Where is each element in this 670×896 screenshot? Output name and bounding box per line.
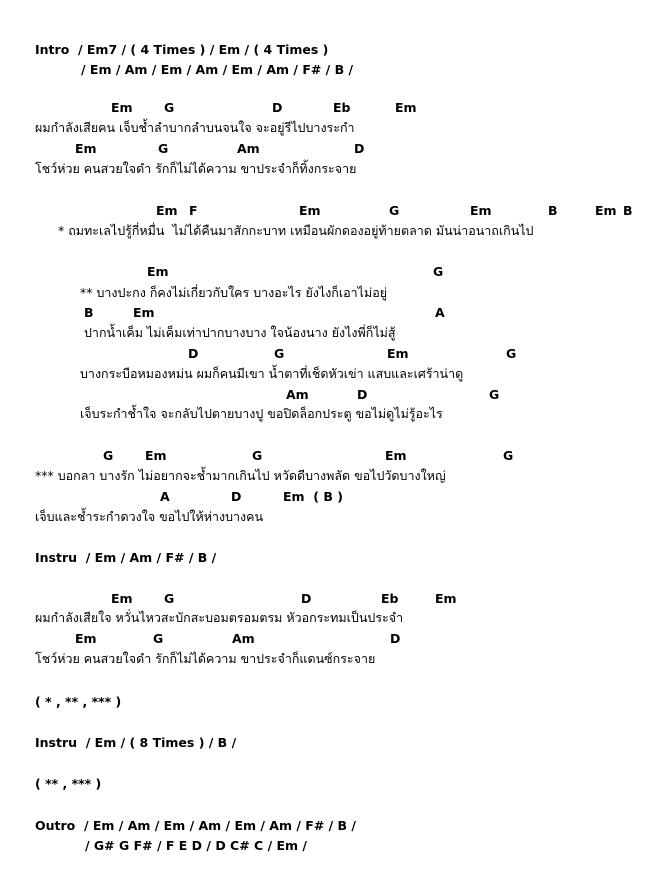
chord: D xyxy=(301,591,312,606)
intro-line-2: / Em / Am / Em / Am / Em / Am / F# / B / xyxy=(81,62,354,77)
chord: A xyxy=(435,305,445,320)
chord: D xyxy=(231,489,242,504)
instru-line: Instru / Em / Am / F# / B / xyxy=(35,550,217,565)
lyric-line: ผมกำลังเสียใจ หวั่นไหวสะบักสะบอมตรอมตรม หัวอกระทมเป็นประจำ xyxy=(35,610,404,625)
chord: Eb xyxy=(381,591,399,606)
chord: Em xyxy=(111,100,133,115)
chord: Em xyxy=(435,591,457,606)
chord: G xyxy=(489,387,500,402)
chord: D xyxy=(357,387,368,402)
chord: Em ( B ) xyxy=(283,489,343,504)
chord: G xyxy=(252,448,263,463)
chord: Em xyxy=(147,264,169,279)
lyric-line: โชว์ห่วย คนสวยใจดำ รักก็ไม่ได้ความ ขาประจำก็แดนซ์กระจาย xyxy=(35,651,376,666)
outro-line-2: / G# G F# / F E D / D C# C / Em / xyxy=(85,838,307,853)
chord: Em xyxy=(133,305,155,320)
intro-line-1: Intro / Em7 / ( 4 Times ) / Em / ( 4 Times ) xyxy=(35,42,329,57)
chord: G xyxy=(506,346,517,361)
chord: Em xyxy=(299,203,321,218)
lyric-line: * ถมทะเลไปรู้กี่หมื่น ไม่ได้คืนมาสักกะบาท เหมือนผักดองอยู่ท้ายตลาด มันน่าอนาถเกินไป xyxy=(58,223,534,238)
chord: G xyxy=(433,264,444,279)
chord: D xyxy=(188,346,199,361)
chord: G xyxy=(158,141,169,156)
chord: D xyxy=(272,100,283,115)
chord: Eb xyxy=(333,100,351,115)
chord: B xyxy=(548,203,558,218)
chord: G xyxy=(389,203,400,218)
chord: Am xyxy=(232,631,255,646)
chord: D xyxy=(354,141,365,156)
chord: G xyxy=(164,100,175,115)
chord: G xyxy=(103,448,114,463)
chord: Em xyxy=(75,141,97,156)
repeat-marker: ( ** , *** ) xyxy=(35,776,102,791)
chord: G xyxy=(274,346,285,361)
chord: F xyxy=(189,203,198,218)
repeat-marker: ( * , ** , *** ) xyxy=(35,694,122,709)
chord: Am xyxy=(237,141,260,156)
chord: A xyxy=(160,489,170,504)
chord: Em xyxy=(385,448,407,463)
lyric-line: ปากน้ำเค็ม ไม่เค็มเท่าปากบางบาง ใจน้องนาง ยังไงพี่ก็ไม่สู้ xyxy=(84,325,396,340)
chord: Em xyxy=(595,203,617,218)
chord: G xyxy=(503,448,514,463)
chord: Am xyxy=(286,387,309,402)
lyric-line: ** บางปะกง ก็คงไม่เกี่ยวกับใคร บางอะไร ยังไงก็เอาไม่อยู่ xyxy=(80,285,388,300)
instru-line: Instru / Em / ( 8 Times ) / B / xyxy=(35,735,237,750)
chord: Em xyxy=(111,591,133,606)
lyric-line: บางกระบือหมองหม่น ผมก็คนมีเขา น้ำตาที่เช็ดหัวเข่า แสบและเศร้าน่าดู xyxy=(80,366,464,381)
chord: B xyxy=(623,203,633,218)
lyric-line: เจ็บระกำช้ำใจ จะกลับไปตายบางปู ขอปิดล็อกประตู ขอไม่ดูไม่รู้อะไร xyxy=(80,406,443,421)
chord: G xyxy=(164,591,175,606)
outro-line-1: Outro / Em / Am / Em / Am / Em / Am / F# / B / xyxy=(35,818,357,833)
chord: Em xyxy=(387,346,409,361)
chord: Em xyxy=(156,203,178,218)
chord: Em xyxy=(470,203,492,218)
lyric-line: โชว์ห่วย คนสวยใจดำ รักก็ไม่ได้ความ ขาประจำก็ทิ้งกระจาย xyxy=(35,161,357,176)
chord: Em xyxy=(145,448,167,463)
chord: G xyxy=(153,631,164,646)
lyric-line: เจ็บและช้ำระกำดวงใจ ขอไปให้ห่างบางคน xyxy=(35,509,264,524)
lyric-line: ผมกำลังเสียคน เจ็บช้ำลำบากลำบนจนใจ จะอยู่รีไปบางระกำ xyxy=(35,120,355,135)
chord: Em xyxy=(395,100,417,115)
chord: Em xyxy=(75,631,97,646)
lyric-line: *** บอกลา บางรัก ไม่อยากจะช้ำมากเกินไป หวัดดีบางพลัด ขอไปวัดบางใหญ่ xyxy=(35,468,446,483)
chord: D xyxy=(390,631,401,646)
chord: B xyxy=(84,305,94,320)
